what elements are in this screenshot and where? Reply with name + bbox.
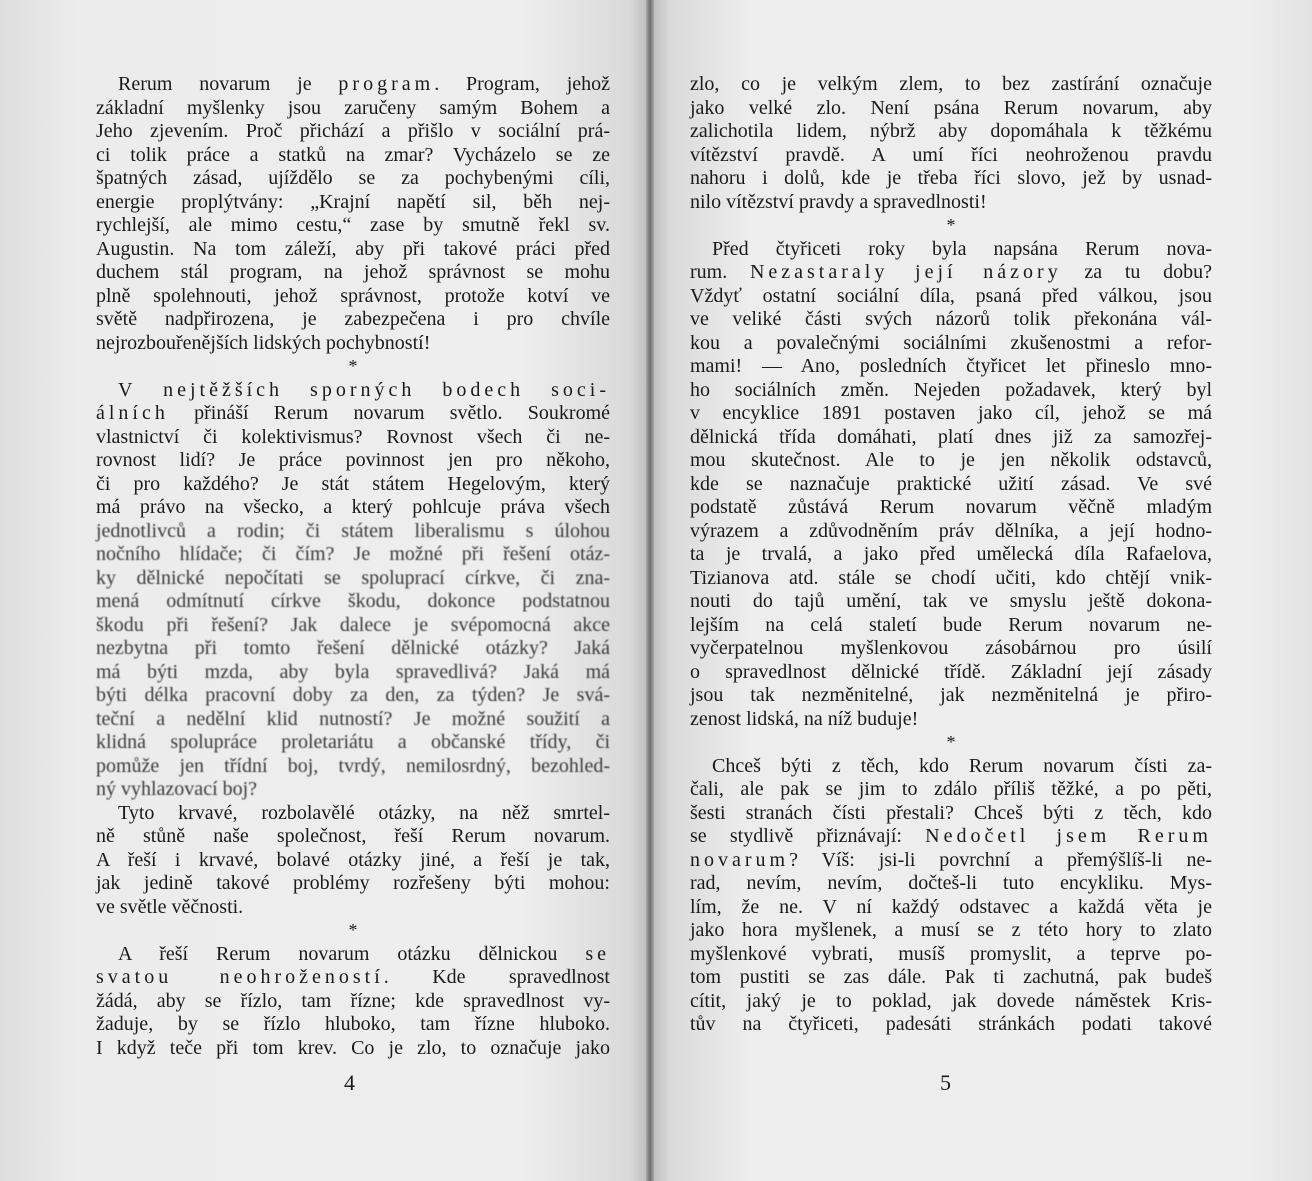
text-line: podstatě zůstává Rerum novarum věčně mladým: [690, 496, 1212, 518]
text-line: zalichotila lidem, nýbrž aby dopomáhala k těžkému: [690, 120, 1212, 142]
text-line: nezbytna při tomto řešení dělnické otázky? Jaká: [96, 637, 610, 659]
text-line: jednotlivců a rodin; či státem liberalismu s úlohou: [96, 519, 610, 542]
text-line: energie proplýtvány: „Krajní napětí sil, běh nej-: [96, 190, 610, 213]
text-line: Chceš býti z těch, kdo Rerum novarum čísti za-: [712, 754, 1212, 777]
text-line: ve světle věčnosti.: [96, 895, 244, 918]
text-line: mou skutečnost. Ale to je jen několik odstavců,: [690, 449, 1212, 471]
text-line: Augustin. Na tom záleží, aby při takové práci před: [96, 237, 610, 260]
text-line: Tizianova atd. stále se chodí učiti, kdo chtějí vnik-: [690, 566, 1212, 589]
text-line: Rerum novarum je program. Program, jehož: [118, 73, 611, 95]
left-page-number: 4: [344, 1070, 355, 1095]
text-line: ve veliké části svých názorů tolik překonána vál-: [690, 308, 1212, 330]
section-divider-star: *: [348, 356, 358, 376]
text-line: Tyto krvavé, rozbolavělé otázky, na něž smrtel-: [118, 801, 610, 824]
text-line: mená odmítnutí církve škodu, dokonce podstatnou: [96, 590, 610, 612]
text-line: Před čtyřiceti roky byla napsána Rerum nova-: [712, 237, 1212, 260]
text-line: se stydlivě přiznávají: Nedočetl jsem Rerum: [690, 825, 1212, 847]
right-page-text: [690, 73, 1212, 1037]
text-line: ta je trvalá, a jako před umělecká díla Rafaelova,: [690, 543, 1212, 565]
text-line: ný vyhlazovací boj?: [96, 778, 258, 800]
text-line: kou a povalečnými sociálními zkušenostmi a refor-: [690, 331, 1212, 354]
text-line: či pro každého? Je stát státem Hegelovým, který: [96, 472, 610, 495]
text-line: světě nadpřirozena, je zabezpečena i pro chvíle: [96, 308, 610, 330]
text-line: výrazem a zdůvodněním práv dělníka, a její hodno-: [690, 519, 1212, 542]
text-line: cítit, jaký je to poklad, jak dovede náměstek Kris-: [690, 989, 1212, 1012]
text-line: o spravedlnost dělnické třídě. Základní její zásady: [690, 660, 1212, 683]
spaced-emphasis: program: [338, 73, 435, 95]
spaced-emphasis: álních: [96, 402, 169, 424]
text-line: zenost lidská, na níž buduje!: [690, 707, 919, 730]
text-line: má právo na všecko, a který pohlcuje práva všech: [96, 496, 610, 518]
text-line: klidná spolupráce proletariátu a občanské třídy, či: [96, 731, 610, 753]
text-line: tom pustiti se zas dále. Pak ti zachutná, pak budeš: [690, 966, 1212, 988]
text-line: šesti stranách čísti přestali? Chceš býti z těch, kdo: [690, 801, 1212, 824]
text-line: nočního hlídače; či čím? Je možné při řešení otáz-: [96, 543, 610, 565]
text-line: ci tolik práce a statků na zmar? Vycházelo se ze: [96, 143, 610, 166]
text-line: ho sociálních změn. Nejeden požadavek, který byl: [690, 378, 1212, 401]
spaced-emphasis: Nezastaraly její názory: [749, 261, 1062, 283]
text-line: lím, že ne. V ní každý odstavec a každá věta je: [690, 895, 1212, 918]
spaced-emphasis: se: [585, 942, 610, 965]
text-line: má býti mzda, aby byla spravedlivá? Jaká má: [96, 660, 610, 683]
text-line: v encyklice 1891 postaven jako cíl, jehož se má: [690, 402, 1212, 424]
text-line: rovnost lidí? Je práce povinnost jen pro někoho,: [96, 449, 610, 471]
text-line: kde se naznačuje praktické užití zásad. Ve své: [690, 472, 1212, 495]
section-divider-star: *: [946, 215, 956, 235]
text-line: vlastnictví či kolektivismus? Rovnost všech či ne-: [96, 425, 610, 448]
spaced-emphasis: svatou neohrožeností: [96, 966, 384, 988]
text-line: rad, nevím, nevím, dočteš-li tuto encykliku. Mys-: [690, 872, 1212, 894]
text-line: žádá, aby se řízlo, tam řízne; kde spravedlnost vy-: [96, 989, 610, 1012]
text-line: nahoru i dolů, kde je třeba říci slovo, jež by usnad-: [690, 167, 1212, 189]
text-line: plně spolehnouti, jehož správnost, protože kotví ve: [96, 284, 610, 307]
spaced-emphasis: Nedočetl jsem Rerum: [925, 825, 1212, 847]
text-line: nilo vítězství pravdy a spravedlnosti!: [690, 190, 987, 213]
text-line: rum. Nezastaraly její názory za tu dobu?: [690, 261, 1213, 283]
text-line: ky dělnické nepočítati se spoluprací církve, či zna-: [96, 566, 610, 589]
text-line: myšlenkové vybrati, musíš promyslit, a teprve po-: [690, 942, 1212, 965]
text-line: špatných zásad, ujíždělo se za pochybenými cíli,: [96, 167, 610, 189]
text-line: A řeší i krvavé, bolavé otázky jiné, a řeší je tak,: [96, 848, 610, 871]
text-line: Jeho zjevením. Proč přichází a přišlo v sociální prá-: [96, 120, 610, 142]
text-line: A řeší Rerum novarum otázku dělnickou se: [118, 942, 610, 965]
text-line: čali, ale pak se jim to zdálo příliš těžké, a po pěti,: [690, 778, 1212, 800]
text-line: vyčerpatelnou myšlenkovou zásobárnou pro úsilí: [690, 637, 1212, 659]
text-line: álních přináší Rerum novarum světlo. Soukromé: [96, 402, 610, 424]
text-line: svatou neohrožeností. Kde spravedlnost: [96, 966, 610, 988]
text-line: I když teče při tom krev. Co je zlo, to označuje jako: [96, 1036, 610, 1059]
text-line: jsou tak nezměnitelné, jak nezměnitelná je přiro-: [690, 684, 1212, 706]
text-line: mami! — Ano, posledních čtyřicet let přineslo mno-: [690, 355, 1212, 377]
section-divider-star: *: [348, 920, 358, 940]
text-line: duchem stál program, na jehož správnost se mohu: [96, 261, 610, 283]
text-line: pomůže jen třídní boj, tvrdý, nemilosrdný, bezohled-: [96, 754, 610, 777]
text-line: novarum? Víš: jsi-li povrchní a přemýšlíš-li ne-: [690, 848, 1212, 871]
text-line: vítězství pravdě. A umí říci neohroženou pravdu: [690, 143, 1212, 166]
text-line: tův na čtyřiceti, padesáti stránkách podati takové: [690, 1013, 1212, 1035]
book-gutter: [646, 0, 654, 1181]
text-line: žaduje, by se řízlo hluboko, tam řízne hluboko.: [96, 1013, 610, 1035]
text-line: jako hora myšlenek, a musí se z této hory to zlato: [690, 919, 1212, 941]
text-line: [96, 379, 610, 403]
left-page-text: [96, 73, 610, 1060]
right-page-number: 5: [940, 1070, 951, 1095]
text-line: lejším na celá staletí bude Rerum novarum ne-: [690, 613, 1212, 636]
text-line: býti délka pracovní doby za den, za týden? Je svá-: [96, 684, 610, 706]
text-line: Vždyť ostatní sociální díla, psaná před válkou, jsou: [690, 284, 1212, 307]
spaced-emphasis: novarum: [690, 848, 790, 871]
text-line: zlo, co je velkým zlem, to bez zastírání označuje: [690, 73, 1212, 95]
spaced-emphasis: V nejtěžších sporných bodech soci-: [118, 378, 610, 401]
text-line: škodu při řešení? Jak dalece je svépomocná akce: [96, 613, 610, 636]
text-line: jako velké zlo. Není psána Rerum novarum, aby: [690, 96, 1212, 119]
text-line: teční a nedělní klid nutností? Je možné soužití a: [96, 707, 610, 730]
text-line: ně stůně naše společnost, řeší Rerum novarum.: [96, 825, 610, 847]
left-page: [0, 0, 650, 1181]
section-divider-star: *: [946, 732, 956, 752]
text-line: jak jedině takové problémy rozřešeny býti mohou:: [96, 872, 610, 894]
text-line: základní myšlenky jsou zaručeny samým Bohem a: [96, 96, 610, 119]
text-line: nejrozbouřenějších lidských pochybností!: [96, 331, 431, 354]
right-page: [650, 0, 1312, 1181]
text-line: nouti do tajů umění, tak ve smyslu ještě dokona-: [690, 590, 1212, 612]
text-line: rychlejší, ale mimo cestu,“ zase by smutně řekl sv.: [96, 214, 610, 236]
text-line: dělnická třída domáhati, platí dnes již za samozřej-: [690, 425, 1212, 448]
